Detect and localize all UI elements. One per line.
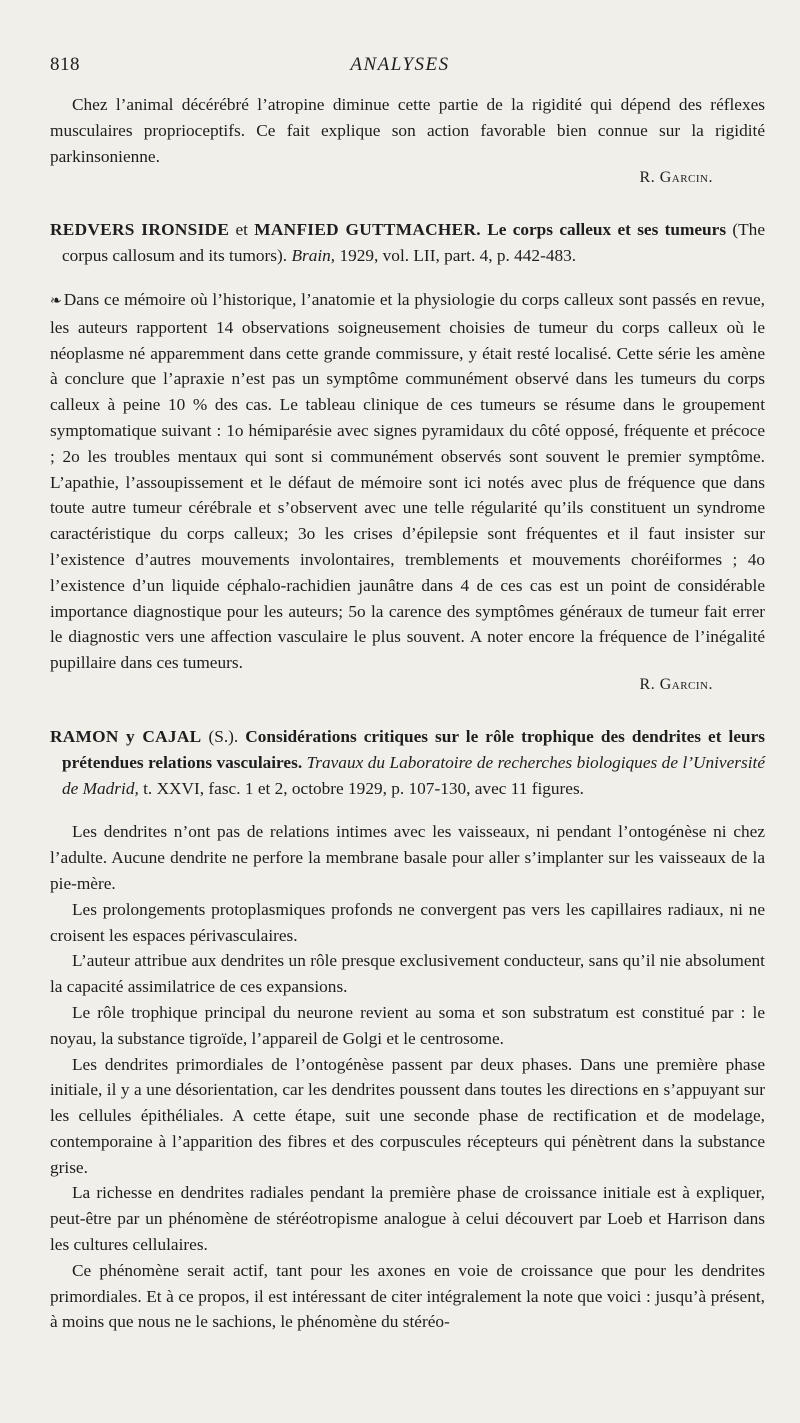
article1-details: 1929, vol. LII, part. 4, p. 442-483. [339, 246, 577, 266]
section1-signature: R. Garcin. [639, 169, 713, 187]
section1-paragraph: Chez l’animal décérébré l’atropine diminue cette partie de la rigidité qui dépend des réflexes musculaires proprioceptifs. Ce fait explique son action favorable bien connue sur la rigidité parkinsonienne. [50, 95, 765, 166]
running-title: ANALYSES [350, 54, 450, 75]
page-number: 818 [50, 54, 80, 75]
article2-paragraph: Le rôle trophique principal du neurone revient au soma et son substratum est constitué par : le noyau, la substance tigroïde, l’appareil de Golgi et le centrosome. [50, 1002, 765, 1048]
article1-citation [50, 217, 765, 269]
article2-details: t. XXVI, fasc. 1 et 2, octobre 1929, p. 107-130, avec 11 figures. [143, 778, 584, 798]
article1-body [50, 287, 765, 676]
article1-authors: REDVERS IRONSIDE [50, 220, 230, 240]
page-body [50, 92, 765, 1335]
article2-paragraph: Ce phénomène serait actif, tant pour les axones en voie de croissance que pour les dendrites primordiales. Et à ce propos, il est intéressant de citer intégralement la note que voici : jusqu’à présent, à moins que nous ne le sachions, le phénomène du stéréo- [50, 1260, 765, 1332]
section1-signature-line [50, 169, 765, 187]
article1-authors2: MANFIED GUTTMACHER. [254, 220, 481, 240]
annotation-mark-icon: ❧ [50, 293, 62, 309]
article2-authors: RAMON y CAJAL [50, 726, 202, 746]
article1-subtitle: (The corpus callosum and its tumors). [62, 220, 765, 266]
page-header [50, 54, 750, 84]
article1-conj: et [235, 220, 248, 240]
article2-title: Considérations critiques sur le rôle trophique des dendrites et leurs prétendues relations vasculaires. [62, 726, 765, 772]
article1-journal: Brain, [291, 246, 336, 266]
article1-body-text: Dans ce mémoire où l’historique, l’anatomie et la physiologie du corps calleux sont passés en revue, les auteurs rapportent 14 observations soigneusement choisies de tumeur du corps calleux où le néoplasme né apparemment dans cette grande commissure, y était resté localisé. Cette série les amène à conclure que l’apraxie n’est pas un symptôme communément observé dans les tumeurs du corps calleux à peine 10 % des cas. Le tableau clinique de ces tumeurs se résume dans le groupement symptomatique suivant : 1o hémiparésie avec signes pyramidaux du côté opposé, fréquente et précoce ; 2o les troubles mentaux qui sont si communément observés sont souvent le premier symptôme. L’apathie, l’assoupissement et le défaut de mémoire sont ici notés avec plus de fréquence que dans toute autre tumeur cérébrale et s’observent avec une telle régularité qu’ils constituent un syndrome caractéristique du corps calleux; 3o les crises d’épilepsie sont fréquentes et il faut insister sur l’existence d’autres mouvements involontaires, tremblements et mouvements choréiformes ; 4o l’existence d’un liquide céphalo-rachidien jaunâtre dans 4 de ces cas est un point de considérable importance diagnostique pour les auteurs; 5o la carence des symptômes généraux de tumeur fait errer le diagnostic vers une affection vasculaire le plus souvent. A noter encore la fréquence de l’inégalité pupillaire dans ces tumeurs. [50, 289, 765, 673]
article2-paragraph: Les prolongements protoplasmiques profonds ne convergent pas vers les capillaires radiaux, ni ne croisent les espaces périvasculaires. [50, 899, 765, 945]
article1-signature: R. Garcin. [639, 675, 713, 693]
article1-signature-line [50, 676, 765, 694]
article2-paragraph: L’auteur attribue aux dendrites un rôle presque exclusivement conducteur, sans qu’il nie absolument la capacité assimilatrice de ces expansions. [50, 951, 765, 997]
article1-title: Le corps calleux et ses tumeurs [487, 220, 727, 240]
article2-initial: (S.). [208, 726, 239, 746]
article2-citation [50, 724, 765, 801]
article2-paragraph: Les dendrites primordiales de l’ontogénèse passent par deux phases. Dans une première phase initiale, il y a une désorientation, car les dendrites poussent dans toutes les directions en s’appuyant sur les cellules épithéliales. A cette étape, suit une seconde phase de rectification et de modelage, contemporaine à l’apparition des fibres et des corpuscules récepteurs qui pénètrent dans la substance grise. [50, 1054, 765, 1177]
article2-paragraph: Les dendrites n’ont pas de relations intimes avec les vaisseaux, ni pendant l’ontogénèse ni chez l’adulte. Aucune dendrite ne perfore la membrane basale pour aller s’implanter sur les vaisseaux de la pie-mère. [50, 822, 765, 893]
article2-journal: Travaux du Laboratoire de recherches biologiques de l’Université de Madrid, [62, 752, 765, 798]
article2-paragraph: La richesse en dendrites radiales pendant la première phase de croissance initiale est à expliquer, peut-être par un phénomène de stéréotropisme analogue à celui découvert par Loeb et Harrison dans les cultures cellulaires. [50, 1183, 765, 1255]
